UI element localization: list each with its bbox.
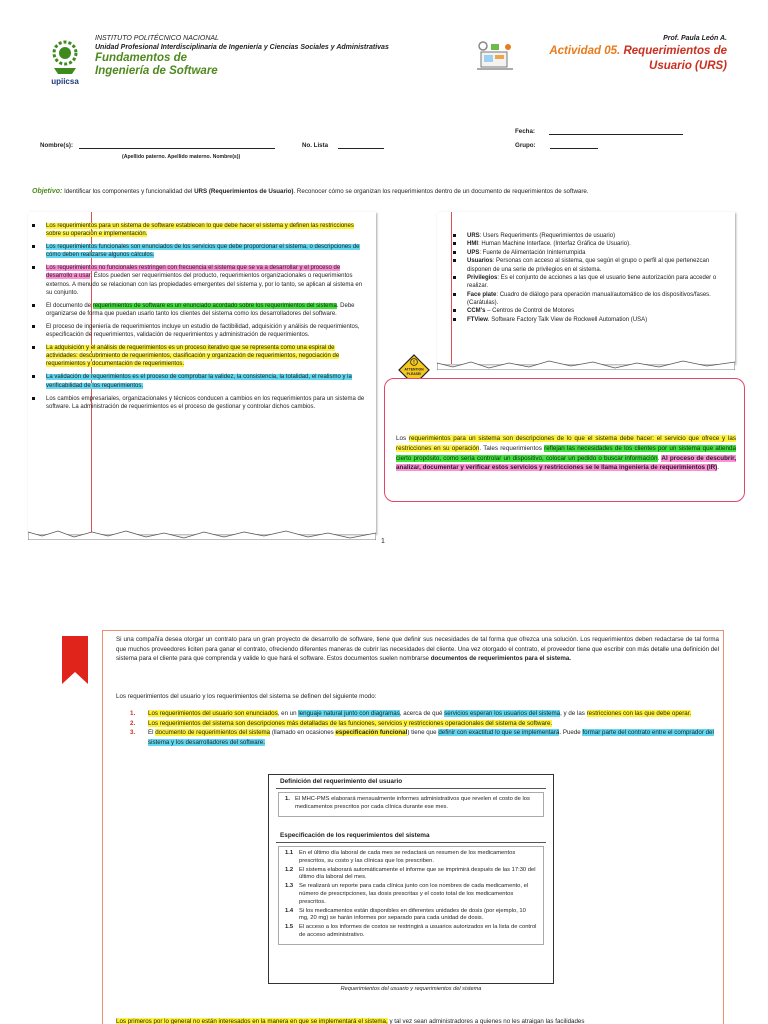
paragraph-bottom: Los primeros por lo general no están interesados en la manera en que se implementará el sistema, y tal vez sean administradores a quienes no les atraigan las facilidades [116,1018,585,1024]
objective-text-c: . Reconocer cómo se organizan los requerimientos dentro de un documento de requerimientos de software. [293,188,589,195]
list-number: 3. [130,729,136,737]
glossary-term: HMI [467,241,478,248]
list-number: 2. [130,719,136,727]
grupo-field [515,142,598,149]
glossary-item [453,291,731,307]
glossary-term: UPS [467,249,480,256]
list-item [30,264,365,296]
lista-input-line[interactable] [338,142,384,149]
objective-text-a: Identificar los componentes y funcionalidad del [62,188,195,195]
list-item [30,302,365,318]
activity-title: Requerimientos de [623,45,727,57]
objective-text [32,187,734,197]
attention-line2: PLEASE! [406,372,422,376]
activity-title-line2: Usuario (URS) [649,60,727,72]
upiicsa-logo [44,38,86,86]
title-rule [276,842,546,843]
callout-text: Los requerimientos para un sistema son descripciones de lo que el sistema debe hacer: el servicio que ofrece y las restricciones en su operación. Tales requerimientos reflejan las necesidades de los clientes por un sistema que atienda cierto propósito, como sería controlar un dispositivo, colocar un pedido o buscar información. Al proceso de descubrir, analizar, documentar y verificar estos servicios y restricciones se le llama ingeniería de requerimientos (IR). [396,435,736,472]
user-req-item: 1. El MHC-PMS elaborará mensualmente informes administrativos que revelen el costo de los medicamentos prescritos por cada clínica durante ese mes. [285,796,530,810]
bullet-text-4-highlight: requerimientos de software es un enunciado acordado sobre los requerimientos del sistema [92,302,337,309]
fecha-input-line[interactable] [549,128,683,135]
list-item [30,243,365,259]
bullet-text-1: Los requerimientos para un sistema de software establecen lo que debe hacer el sistema y definen las restricciones sobre su operación e implementación. [46,223,354,238]
callout-highlight-2: reflejan las necesidades de los clientes por un sistema que atienda cierto propósito, como sería controlar un dispositivo, colocar un pedido o buscar información [396,444,736,462]
bullet-text-5: El proceso de ingeniería de requerimientos incluye un estudio de factibilidad, adquisición y análisis de requerimientos, especificación de requerimientos, validación de requerimientos y administración de requerimientos. [46,323,360,339]
glossary-desc: : Cuadro de diálogo para operación manual/automático de los dispositivos/fases. (Carátulas). [467,291,711,306]
svg-text:!: ! [413,360,415,366]
nombre-label: Nombre(s): [40,142,74,149]
callout-highlight-3: Al proceso de descubrir, analizar, documentar y verificar estos servicios y restricciones se le llama ingeniería de requerimientos (IR) [396,454,736,472]
requirements-figure [268,774,554,984]
bullet-text-2: Los requerimientos funcionales son enunciados de los servicios que debe proporcionar el sistema, o descripciones de cómo deben realizarse algunos cálculos. [46,244,360,259]
list-item: 2. Los requerimientos del sistema son descripciones más detalladas de las funciones, servicios y restricciones operacionales del sistema de software. [130,719,553,727]
list-item [30,373,365,389]
list-item [30,344,365,368]
lista-field [302,142,384,149]
sys-req-title: Especificación de los requerimientos del sistema [280,832,430,839]
bullet-text-3-highlight: Los requerimientos no funcionales restringen con frecuencia el sistema que se va a desarrollar y el proceso de desarrollo a usar [46,265,341,280]
glossary-term: Usuarios [467,258,493,265]
glossary-term: URS [467,233,480,239]
nombre-format-note: (Apellido paterno. Apellido materno. Nombre(s)) [122,154,241,160]
glossary-desc: : Users Requeriments (Requerimientos de usuario) [479,233,616,239]
lista-label: No. Lista [302,142,329,149]
sys-req-panel [278,846,544,945]
paragraph-intro: Si una compañía desea otorgar un contrato para un gran proyecto de desarrollo de software, tiene que definir sus necesidades de tal forma que ofrezca una solución. Los requerimientos deben redactarse de tal forma que muchos proveedores liciten para ganar el contrato, ofreciendo diferentes maneras de cubrir las necesidades del cliente. Una vez otorgado el contrato, el proveedor tiene que escribir con más detalle una definición del sistema para el cliente para que comprenda y valide lo que hará el software. Estos documentos suelen nombrarse documentos de requerimientos para el sistema. [116,636,719,663]
grupo-input-line[interactable] [550,142,598,149]
engineering-icon [475,40,515,72]
glossary-item [453,257,731,273]
glossary-item [453,249,731,257]
bullet-text-6: La adquisición y el análisis de requerimientos es un proceso iterativo que se representa como una espiral de actividades: descubrimiento de requerimientos, clasificación y organización de requerimientos, negociación de requerimientos y documentación de requerimientos. [46,345,340,368]
glossary-list [453,232,731,324]
title-rule [276,788,546,789]
course-title-line1: Fundamentos de [95,52,188,64]
numbered-list [130,709,720,747]
glossary-item [453,307,731,315]
bullet-text-8: Los cambios empresariales, organizacionales y técnicos conducen a cambios en los requerimientos para un sistema de software. La administración de requerimientos es el proceso de gestionar y controlar dichos cambios. [46,395,365,410]
logo-text: upiicsa [51,77,79,86]
nombre-field [40,142,275,149]
list-item: 3. El documento de requerimientos del sistema (llamado en ocasiones especificación funcional) tiene que definir con exactitud lo que se implementará. Puede formar parte del contrato entre el comprador del sistema y los desarrolladores del software. [130,729,714,746]
glossary-term: FTView [467,316,488,323]
attention-line1: ATTENTION [404,367,424,372]
professor-name: Prof. Paula León A. [663,35,727,42]
glossary-desc: . Software Factory Talk View de Rockwell Automation (USA) [487,316,648,323]
glossary-desc: – Centros de Control de Motores [485,308,575,315]
grupo-label: Grupo: [515,142,536,149]
figure-caption: Requerimientos del usuario y requerimientos del sistema [340,986,482,992]
sys-req-item: 1.5 El acceso a los informes de costos se restringirá a usuarios autorizados en la lista de control de acceso administrativo. [285,924,537,938]
sys-req-item: 1.1 En el último día laboral de cada mes se redactará un resumen de los medicamentos prescritos, su costo y las clínicas que los prescriben. [285,850,516,864]
bullet-text-7: La validación de requerimientos es el proceso de comprobar la validez, la consistencia, la totalidad, el realismo y la verificabilidad de los requerimientos. [46,374,352,389]
sys-req-item: 1.3 Se realizará un reporte para cada clínica junto con los nombres de cada medicamento, el número de prescripciones, las dosis prescritas y el costo total de los medicamentos prescritos. [285,883,529,905]
unit-name: Unidad Profesional Interdisciplinaria de Ingeniería y Ciencias Sociales y Administrativas [95,44,389,51]
glossary-term: Face plate [467,291,497,298]
list-item [30,323,365,339]
bullet-text-3-rest: . Éstos pueden ser requerimientos del producto, requerimientos organizacionales o requerimientos externos. A menudo se relacionan con las propiedades emergentes del sistema y, por lo tanto, se aplican al sistema en su conjunto. [46,273,363,296]
objective-text-b: URS (Requerimientos de Usuario) [194,188,294,195]
glossary-term: Privilegios [467,275,498,282]
institution-name: INSTITUTO POLITÉCNICO NACIONAL [95,35,219,42]
activity-title-line1 [549,44,727,59]
bookmark-icon [60,634,90,686]
list-number: 1. [130,710,136,717]
glossary-item [453,240,731,248]
nombre-input-line[interactable] [79,142,275,149]
callout-highlight-1: requerimientos para un sistema son descripciones de lo que el sistema debe hacer: el servicio que ofrece y las restricciones en su operación [396,435,736,452]
header-institution-block [95,34,389,78]
glossary-item [453,274,731,290]
list-item [30,222,365,238]
sys-req-item: 1.2 El sistema elaborará automáticamente el informe que se imprimirá después de las 17:30 del último día laboral del mes. [285,866,536,881]
list-item [30,395,365,411]
bullet-text-4-rest: . Debe organizarse de forma que puedan usarlo tanto los clientes del sistema como los desarrolladores del software. [46,302,355,317]
user-req-panel [278,792,544,817]
page-number: 1 [381,538,385,545]
glossary-desc: : Es el conjunto de acciones a las que el usuario tiene autorización para acceder o realizar. [467,275,717,290]
torn-edge [28,530,376,540]
glossary-item [453,232,731,240]
activity-number: Actividad 05. [549,45,621,57]
fecha-label: Fecha: [515,128,535,135]
intro-bold: documentos de requerimientos para el sistema. [430,655,572,663]
fecha-field [515,128,683,135]
glossary-item [453,316,731,324]
glossary-desc: : Fuente de Alimentación Ininterrumpida [479,249,586,256]
list-item: 1. Los requerimientos del usuario son enunciados, en un lenguaje natural junto con diagramas, acerca de qué servicios esperan los usuarios del sistema, y de las restricciones con las que debe operar. [130,710,692,717]
note-margin-line [451,212,452,364]
glossary-desc: : Human Machine Interface. (Interfaz Gráfica de Usuario). [478,241,631,248]
torn-edge [437,360,735,370]
user-req-title: Definición del requerimiento del usuario [280,778,403,785]
paragraph-definitions: Los requerimientos del usuario y los requerimientos del sistema se definen del siguiente modo: [116,693,377,700]
glossary-desc: : Personas con acceso al sistema, que según el grupo o perfil al que pertenezcan disponen de una serie de privilegios en el sistema. [467,258,710,273]
course-title-line2: Ingeniería de Software [95,65,218,77]
sys-req-item: 1.4 Si los medicamentos están disponibles en diferentes unidades de dosis (por ejemplo, 10 mg, 20 mg) se harán informes por separado para cada unidad de dosis. [285,907,526,922]
header-activity-block [549,34,727,74]
objective-label: Objetivo: [32,188,63,195]
left-bullet-list [30,222,365,416]
bullet-text-4a: El documento de [46,302,93,309]
glossary-term: CCM's [467,308,486,315]
